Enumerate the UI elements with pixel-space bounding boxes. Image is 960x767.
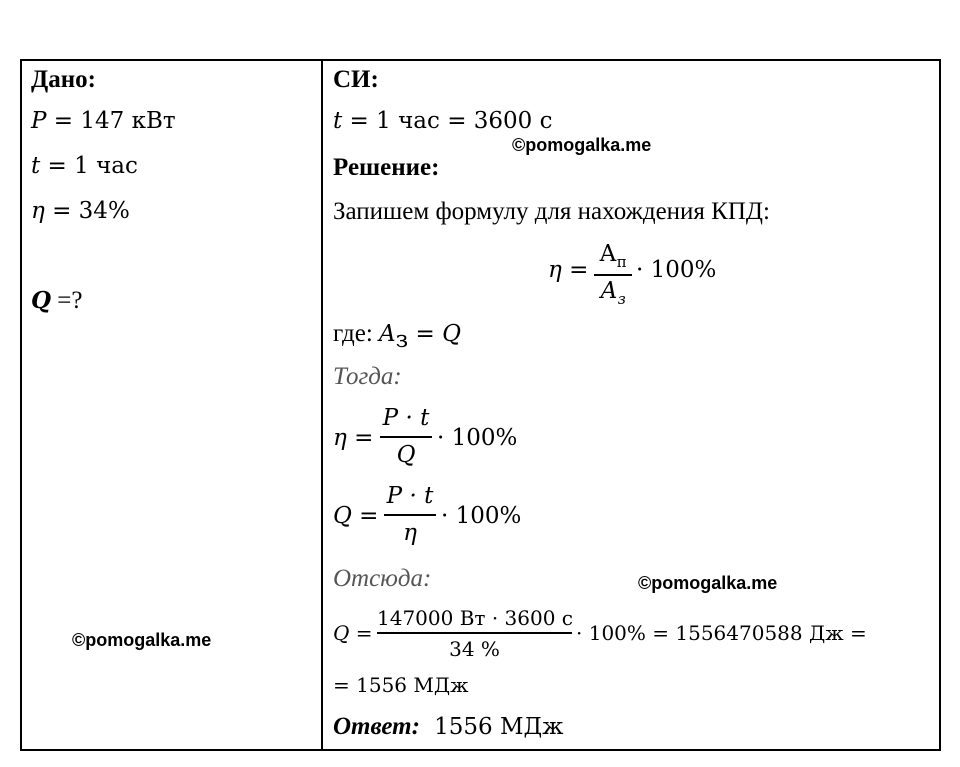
si-header: СИ:: [333, 66, 379, 93]
formula-1-numerator: $А_п$: [599, 241, 627, 271]
formula-2-fraction: [380, 405, 432, 468]
watermark: ©pomogalka.me: [72, 630, 212, 650]
unknown-heat: Q =?: [31, 287, 83, 314]
formula-4-lhs: Q =: [333, 621, 373, 645]
formula-3-denominator: η: [403, 520, 417, 546]
formula-1-tail: · 100%: [636, 257, 717, 283]
given-power: P = 147 кВт: [31, 108, 176, 134]
answer-value: 1556 МДж: [434, 714, 564, 740]
watermark: ©pomogalka.me: [512, 135, 652, 155]
formula-1-denominator: $А_з$: [600, 278, 626, 308]
given-efficiency: η = 34%: [31, 198, 130, 224]
fraction-bar: [384, 514, 436, 516]
watermark: ©pomogalka.me: [638, 573, 778, 593]
then-label: Тогда:: [333, 363, 402, 390]
formula-3-fraction: [384, 483, 436, 546]
solution-intro: Запишем формулу для нахождения КПД:: [333, 198, 770, 225]
fraction-bar: [380, 436, 432, 438]
formula-1-lhs: η =: [548, 257, 589, 283]
formula-1-fraction: [594, 241, 632, 308]
hence-label: Отсюда:: [333, 565, 432, 592]
column-divider: [321, 59, 323, 751]
formula-2-denominator: Q: [396, 442, 416, 468]
answer-line: [333, 714, 563, 739]
fraction-bar: [594, 274, 632, 276]
formula-4-numerator: 147000 Вт · 3600 с: [377, 606, 573, 630]
formula-3-numerator: P · t: [386, 483, 434, 509]
formula-4-fraction: [377, 606, 572, 661]
fraction-bar: [377, 632, 572, 634]
si-time: t = 1 час = 3600 с: [333, 108, 553, 134]
answer-label: Ответ:: [333, 713, 420, 740]
where-line: где: $A_з = Q$: [333, 320, 461, 353]
given-header: Дано:: [31, 66, 96, 93]
formula-4-continuation: = 1556 МДж: [333, 673, 469, 697]
formula-2-lhs: η =: [333, 425, 374, 451]
formula-3-tail: · 100%: [441, 503, 522, 529]
formula-4-tail: · 100% = 1556470588 Дж =: [576, 621, 867, 645]
solution-header: Решение:: [333, 154, 440, 181]
formula-3-lhs: Q =: [333, 503, 379, 529]
given-time: t = 1 час: [31, 153, 138, 179]
formula-2-numerator: P · t: [382, 405, 430, 431]
formula-2-tail: · 100%: [437, 425, 518, 451]
formula-4-denominator: 34 %: [449, 637, 500, 661]
